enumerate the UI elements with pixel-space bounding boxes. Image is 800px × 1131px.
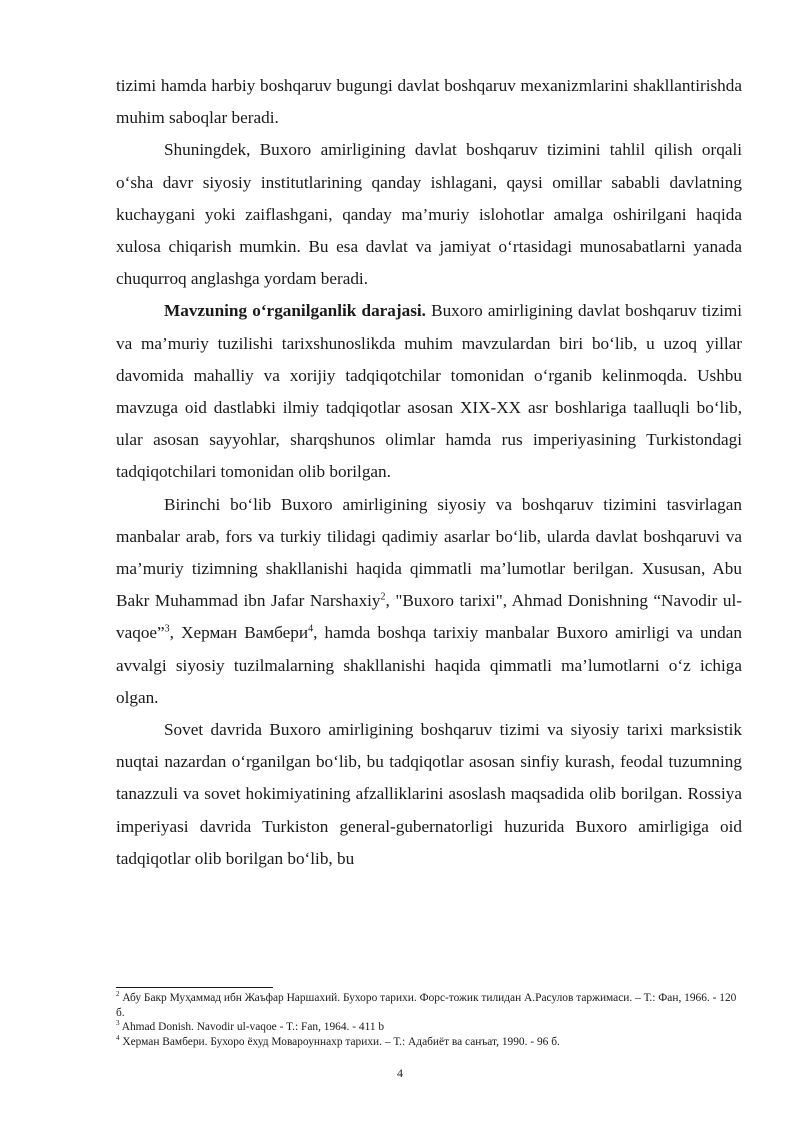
paragraph-continuation: tizimi hamda harbiy boshqaruv bugungi davlat boshqaruv mexanizmlarini shakllantirishda muhim saboqlar beradi. (116, 76, 742, 128)
paragraph-study-degree (116, 295, 742, 488)
footnote-2 (116, 991, 742, 1020)
sources-text-3: , Херман Вамбери (169, 623, 309, 643)
footnote-ref-4: 4 (308, 623, 314, 635)
sources-text-1: Birinchi bo‘lib Buxoro amirligining siyosiy va boshqaruv tizimini tasvirlagan manbalar arab, fors va turkiy tilidagi qadimiy asarlar bo‘lib, ularda davlat boshqaruvi va ma’muriy tizimning shakllanishi haqida qimmatli ma’lumotlar berilgan. Xususan, Abu Bakr Muhammad ibn Jafar Narshaxiy (116, 494, 742, 611)
paragraph-soviet-period: Sovet davrida Buxoro amirligining boshqaruv tizimi va siyosiy tarixi marksistik nuqtai nazardan o‘rganilgan bo‘lib, bu tadqiqotlar asosan sinfiy kurash, feodal tuzumning tanazzuli va sovet hokimiyatining afzalliklarini asoslash maqsadida olib borilgan. Rossiya imperiyasi davrida Turkiston general-gubernatorligi huzurida Buxoro amirligiga oid tadqiqotlar olib borilgan bo‘lib, bu (116, 720, 742, 868)
paragraph-sources (116, 489, 742, 714)
section-heading: Mavzuning o‘rganilganlik darajasi. (164, 301, 426, 321)
paragraph-analysis: Shuningdek, Buxoro amirligining davlat boshqaruv tizimini tahlil qilish orqali o‘sha davr siyosiy institutlarining qanday ishlagani, qaysi omillar sababli davlatning kuchaygani yoki zaiflashgani, qanday ma’muriy islohotlar amalga oshirilgani haqida xulosa chiqarish mumkin. Bu esa davlat va jamiyat o‘rtasidagi munosabatlarni yanada chuqurroq anglashga yordam beradi. (116, 140, 742, 289)
footnote-separator (116, 987, 273, 988)
footnote-text: Херман Вамбери. Бухоро ёхуд Мовароуннахр тарихи. – Т.: Адабиёт ва санъат, 1990. - 96 б. (119, 1035, 560, 1048)
footnote-number: 3 (116, 1019, 120, 1028)
footnote-text: Абу Бакр Муҳаммад ибн Жаъфар Наршахий. Бухоро тарихи. Форс-тожик тилидан А.Расулов таржимаси. – Т.: Фан, 1966. - 120 б. (116, 992, 737, 1019)
section-heading-text: Buxoro amirligining davlat boshqaruv tizimi va ma’muriy tuzilishi tarixshunoslikda muhim mavzulardan biri bo‘lib, u uzoq yillar davomida mahalliy va xorijiy tadqiqotchilar tomonidan o‘rganib kelinmoqda. Ushbu mavzuga oid dastlabki ilmiy tadqiqotlar asosan XIX-XX asr boshlariga taalluqli bo‘lib, ular asosan sayyohlar, sharqshunos olimlar hamda rus imperiyasining Turkistondagi tadqiqotchilari tomonidan olib borilgan. (116, 301, 743, 482)
footnote-3 (116, 1020, 742, 1035)
footnotes (116, 991, 742, 1049)
footnote-ref-2: 2 (380, 591, 386, 603)
footnote-number: 2 (116, 990, 120, 999)
body-text (116, 70, 742, 875)
footnote-number: 4 (116, 1033, 120, 1042)
sources-text-2: , "Buxoro tarixi", Ahmad Donishning “Navodir ul-vaqoe” (116, 591, 742, 643)
footnote-text: Ahmad Donish. Navodir ul-vaqoe - T.: Fan, 1964. - 411 b (119, 1021, 385, 1034)
page-number: 4 (397, 1066, 403, 1080)
footnote-ref-3: 3 (164, 623, 170, 635)
sources-text-4: , hamda boshqa tarixiy manbalar Buxoro amirligi va undan avvalgi siyosiy tuzilmalarning shakllanishi haqida qimmatli ma’lumotlarni o‘z ichiga olgan. (116, 623, 742, 707)
footnote-4 (116, 1035, 742, 1050)
